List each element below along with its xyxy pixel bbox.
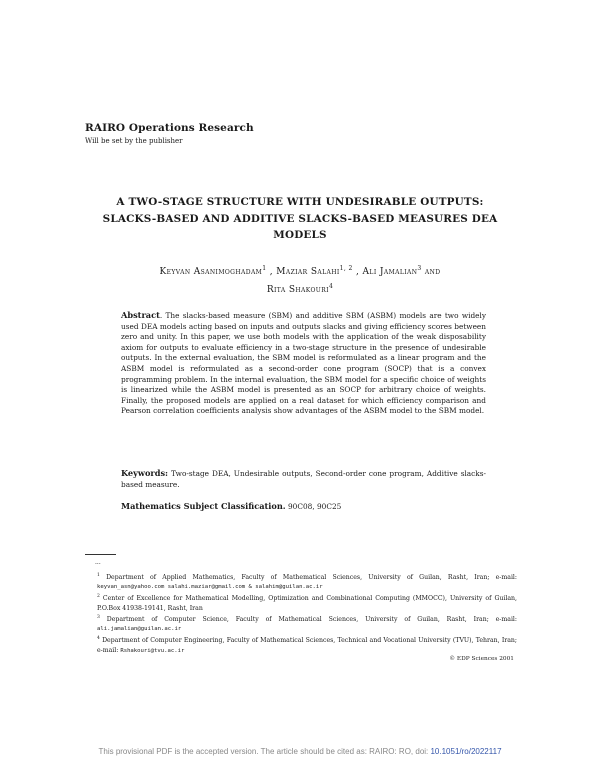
publisher-note: Will be set by the publisher bbox=[85, 137, 183, 145]
notice-text: This provisional PDF is the accepted version. The article should be cited as: RAIRO: RO, doi: bbox=[98, 747, 431, 756]
footnote-2 bbox=[97, 592, 517, 612]
title-line-3: MODELS bbox=[273, 229, 327, 241]
keywords-text: Two-stage DEA, Undesirable outputs, Second-order cone program, Additive slacks-based measure. bbox=[121, 469, 486, 489]
footnote-mark: 4 bbox=[97, 636, 100, 642]
footnotes bbox=[97, 571, 517, 656]
footnote-text: Center of Excellence for Mathematical Modelling, Optimization and Combinational Computing (MMOCC), University of Guilan, P.O.Box 41938-19141, Rasht, Iran bbox=[97, 595, 517, 612]
keywords-label: Keywords: bbox=[121, 468, 169, 478]
footnote-rule bbox=[85, 554, 116, 555]
authors-line-2 bbox=[60, 280, 540, 298]
author-conjunction: and bbox=[421, 267, 441, 277]
author-name: Ali Jamalian bbox=[362, 267, 418, 277]
title-line-2: SLACKS-BASED AND ADDITIVE SLACKS-BASED MEASURES DEA bbox=[102, 212, 498, 225]
footnote-text: Department of Applied Mathematics, Faculty of Mathematical Sciences, University of Guilan, Rasht, Iran; e-mail: bbox=[99, 574, 517, 582]
author-name: Keyvan Asanimoghadam bbox=[159, 267, 263, 277]
affiliation-mark: 1 bbox=[262, 265, 267, 272]
footnote-text: Department of Computer Engineering, Faculty of Mathematical Sciences, Technical and Vocational University (TVU), Tehran, Iran; e-mail: bbox=[97, 637, 517, 654]
provisional-pdf-notice bbox=[0, 747, 600, 756]
abstract-text: . The slacks-based measure (SBM) and additive SBM (ASBM) models are two widely used DEA models acting based on inputs and outputs slacks and giving efficiency scores between zero and unity. In this paper, we use both models with the application of the weak disposability axiom for outputs to evaluate efficiency in a two-stage structure in the presence of undesirable outputs. In the external evaluation, the SBM model is reformulated as a linear program and the ASBM model is reformulated as a second-order cone program (SOCP) that is a convex programming problem. In the internal evaluation, the SBM model for a specific choice of weights is linearized while the ASBM model is presented as an SOCP for arbitrary choice of weights. Finally, the proposed models are applied on a real dataset for which efficiency comparison and Pearson correlation coefficients analysis show advantages of the ASBM model to the SBM model. bbox=[121, 311, 486, 416]
affiliation-mark: 1, 2 bbox=[339, 265, 353, 272]
copyright-notice: © EDP Sciences 2001 bbox=[449, 656, 514, 662]
keywords bbox=[121, 468, 486, 490]
footnote-mark: 3 bbox=[97, 614, 100, 620]
author-name: Rita Shakouri bbox=[266, 284, 329, 295]
footnote-stars: ... bbox=[95, 559, 101, 566]
title-line-1: A TWO-STAGE STRUCTURE WITH UNDESIRABLE OUTPUTS: bbox=[116, 196, 484, 208]
footnote-mark: 2 bbox=[97, 594, 100, 600]
email-link[interactable]: Rshakouri@tvu.ac.ir bbox=[120, 647, 185, 654]
email-link[interactable]: keyvan_asn@yahoo.com salahi.maziar@gmail.com & salahim@guilan.ac.ir bbox=[97, 584, 323, 591]
footnote-3 bbox=[97, 613, 517, 634]
author-separator: , bbox=[352, 267, 363, 277]
authors-line-1 bbox=[60, 262, 540, 280]
journal-name: RAIRO Operations Research bbox=[85, 122, 254, 134]
msc-label: Mathematics Subject Classification. bbox=[121, 501, 286, 511]
paper-title bbox=[60, 194, 540, 244]
affiliation-mark: 3 bbox=[417, 265, 422, 272]
abstract bbox=[121, 310, 486, 417]
footnote-4 bbox=[97, 634, 517, 655]
msc-classification bbox=[121, 501, 486, 513]
footnote-mark: 1 bbox=[97, 573, 100, 578]
footnote-text: Department of Computer Science, Faculty of Mathematical Sciences, University of Guilan, Rasht, Iran; e-mail: bbox=[99, 616, 517, 623]
abstract-label: Abstract bbox=[121, 310, 160, 320]
affiliation-mark: 4 bbox=[328, 282, 334, 290]
footnote-1 bbox=[97, 571, 517, 592]
author-separator: , bbox=[266, 267, 277, 277]
email-link[interactable]: ali.jamalian@guilan.ac.ir bbox=[97, 626, 182, 633]
msc-codes: 90C08, 90C25 bbox=[285, 502, 342, 511]
author-name: Maziar Salahi bbox=[276, 267, 340, 277]
doi-link[interactable]: 10.1051/ro/2022117 bbox=[430, 747, 502, 756]
author-list bbox=[60, 262, 540, 297]
